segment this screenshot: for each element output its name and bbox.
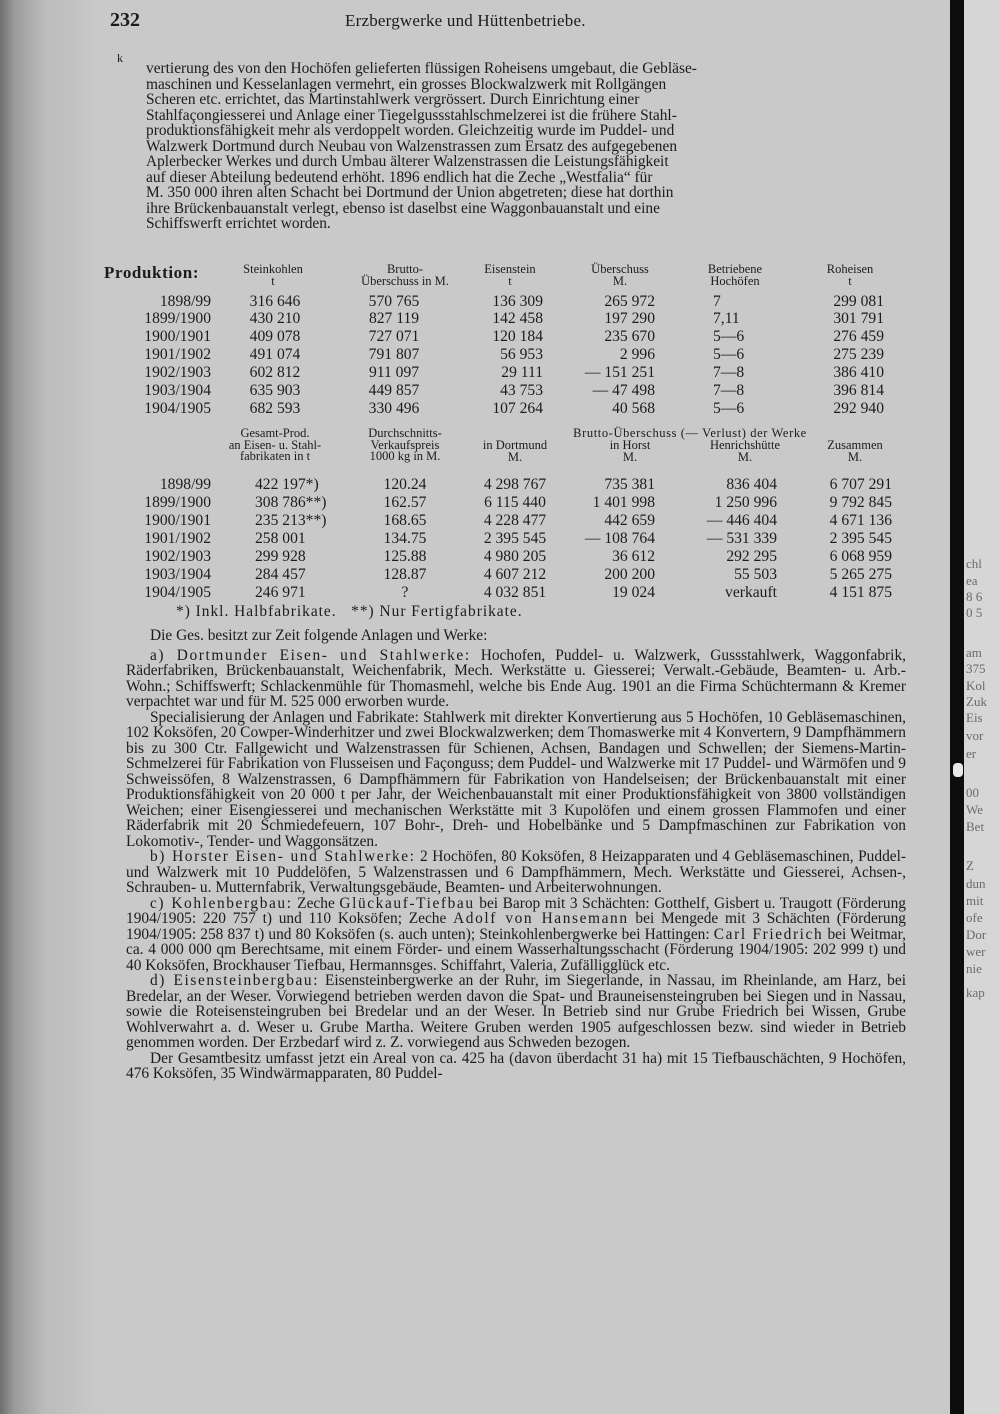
table-footnote: *) Inkl. Halbfabrikate. **) Nur Fertigfabrikate. [176, 603, 523, 620]
adjacent-page-fragment: chl [966, 556, 982, 571]
adjacent-page-fragment: wer [966, 944, 986, 959]
adjacent-page-fragment: 0 5 [966, 605, 983, 620]
intro-line: Scheren etc. errichtet, das Martinstahlwerk vergrössert. Durch Einrichtung einer [146, 91, 640, 108]
page-number: 232 [110, 9, 140, 31]
intro-line: M. 350 000 ihren alten Schacht bei Dortmund der Union abgetreten; diese hat dorthin [146, 184, 674, 201]
adjacent-page-fragment: Kol [966, 678, 986, 693]
adjacent-page-fragment: Eis [966, 710, 983, 725]
book-gutter [950, 0, 964, 1414]
col-header-eisenstein: Eisenstein t [484, 262, 536, 288]
adjacent-page-fragment: ofe [966, 910, 983, 925]
book-page: 232 Erzbergwerke und Hüttenbetriebe. k vertierung des von den Hochöfen gelieferten flüssigen Roheisens umgebaut, die Gebläse- maschinen und Kesselanlagen vermehrt, ein grosses Blockwalzwerk mit Rollgängen Scheren etc. errichtet, das Martinstahlwerk vergrössert. Durch Einrichtung einer Stahlfaçongiesserei und Anlage einer Tiegelgussstahlschmelzerei ist die frühere Stahl- produktionsfähigkeit mehr als verdoppelt worden. Gleichzeitig wurde im Puddel- und Walzwerk Dortmund durch Neubau von Walzenstrassen zum Ersatz des aufgegebenen Aplerbecker Werkes und durch Umbau älterer Walzenstrassen die Leistungsfähigkeit auf dieser Abteilung bedeutend erhöht. 1896 endlich hat die Zeche „Westfalia“ für M. 350 000 ihren alten Schacht bei Dortmund der Union abgetreten; diese hat dorthin ihre Brückenbauanstalt verlegt, ebenso ist daselbst eine Waggonbauanstalt und eine Schiffswerft errichtet worden. Produktion: Steinkohlen t Brutto- Überschuss in M. Eisenstein t Überschuss M. Betriebene Hochöfen Roheisen t 1898/99 316 646 570 765 136 309 265 972 7 299 081 1899/1900 430 210 827 119 142 458 197 290 7,11 301 791 1900/1901 409 078 727 071 120 184 235 670 5—6 276 459 1901/1902 491 074 791 807 56 953 2 996 5—6 275 239 1902/1903 602 812 911 097 29 111 — 151 251 7—8 386 410 1903/1904 635 903 449 857 43 753 — 47 498 7—8 396 814 1904/1905 682 593 330 496 107 264 40 568 5—6 292 940 Gesamt-Prod. an Eisen- u. Stahl- fabrikaten in t Durchschnitts- Verkaufspreis 1000 kg in M. Brutto-Überschuss (— Verlust) der Werke in Dortmund M. in Horst M. Henrichshütte M. Zusammen M. 1898/99 422 197*) 120.24 4 298 767 735 381 836 404 6 707 291 1899/1900 308 786**) 162.57 6 115 440 1 401 998 1 250 996 9 792 845 1900/1901 235 213**) 168.65 4 228 477 442 659 — 446 404 4 671 136 1901/1902 258 001 134.75 2 395 545 — 108 764 — 531 339 2 395 545 1902/1903 299 928 125.88 4 980 205 36 612 292 295 6 068 959 1903/1904 284 457 128.87 4 607 212 200 200 55 503 5 265 275 1904/1905 246 971 ? 4 032 851 19 024 verkauft 4 151 875 *) Inkl. Halbfabrikate. **) Nur Fertigfabrikate. Die Ges. besitzt zur Zeit folgende Anlagen und Werke: a) Dortmunder Eisen- und Stahlwerke: Hochofen, Puddel- u. Walzwerk, Gussstahlwerk, Waggonfabrik, Räderfabriken, Brückenbauanstalt, Weichenfabrik, Mech. Werkstätte u. Giesserei; Verwalt.-Gebäude, Beamten- u. Arb.-Wohn.; Schiffswerft; Schlackenmühle für Thomasmehl, welche bis Ende Aug. 1901 an die Firma Schüchtermann & Kremer verpachtet war und für M. 525 000 erworben wurde. Specialisierung der Anlagen und Fabrikate: Stahlwerk mit direkter Konvertierung aus 5 Hochöfen, 10 Gebläsemaschinen, 102 Koksöfen, 20 Cowper-Winderhitzer und zwei Blockwalzwerken; dem Thomaswerke mit 4 Konvertern, 9 Dampfhämmern bis zu 300 Ctr. Fallgewicht und Walzenstrassen für Schienen, Achsen, Bandagen und Schwellen; der Siemens-Martin-Schmelzerei für Fabrikation von Flusseisen und Façonguss; dem Puddel- und Walzwerke mit 17 Puddel- und Wärmöfen und 9 Schweissöfen, 8 Walzenstrassen, 6 Dampfhämmern für Fabrikation von Handelseisen; der Brückenbauanstalt mit einer Produktionsfähigkeit von 20 000 t per Jahr, der Weichenbauanstalt mit einer Produktionsfähigkeit von 3800 vollständigen Weichen; einer Eisengiesserei und mechanischen Werkstätte mit 3 Kupolöfen und einem grossen Flammofen und einer Räderfabrik mit 20 Schmiedefeuern, 107 Bohr-, Dreh- und Hobelbänke und 5 Dampfmaschinen zur Fabrikation von Lokomotiv-, Tender- und Waggonsätzen. b) Horster Eisen- und Stahlwerke: 2 Hochöfen, 80 Koksöfen, 8 Heizapparaten und 4 Gebläsemaschinen, Puddel- und Walzwerk mit 10 Puddelöfen, 5 Walzenstrassen und 6 Dampfhämmern, Mech. Werkstätte und Giesserei, Achsen-, Schrauben- u. Mutternfabrik, Verwaltungsgebäude, Beamten- und Arbeiterwohnungen. c) Kohlenbergbau: Zeche Glückauf-Tiefbau bei Barop mit 3 Schächten: Gotthelf, Gisbert u. Traugott (Förderung 1904/1905: 220 757 t) und 110 Koksöfen; Zeche Adolf von Hansemann bei Mengede mit 3 Schächten (Förderung 1904/1905: 258 837 t) und 80 Koksöfen (s. auch unten); Steinkohlenbergwerke bei Hattingen: Carl Friedrich bei Weitmar, ca. 4 000 000 qm Berechtsame, mit einem Förder- und einem Wasserhaltungsschacht (Förderung 1904/1905: 202 999 t) und 40 Koksöfen, Brockhauser Tiefbau, Hermannsges. Schiffahrt, Valeria, Zufälligglück etc. d) Eisensteinbergbau: Eisensteinbergwerke an der Ruhr, im Siegerlande, in Nassau, im Rheinlande, am Harz, bei Bredelar, an der Weser. Vorwiegend betrieben werden davon die Spat- und Brauneisensteingruben bei Siegen und in Nassau, sowie die Roteisensteingruben bei Bredelar und an der Weser. In Betrieb sind nur Grube Friedrich bei Wissen, Grube Wohlverwahrt a. d. Weser u. Grube Martha. Weitere Gruben werden 1905 aufgeschlossen bezw. sind wieder in Betrieb genommen worden. Der Erzbedarf wird z. Z. vorwiegend aus Schweden bezogen. Der Gesamtbesitz umfasst jetzt ein Areal von ca. 425 ha (davon überdacht 31 ha) mit 15 Tiefbauschächten, 9 Hochöfen, 476 Koksöfen, 35 Windwärmapparaten, 80 Puddel- [0, 0, 950, 1414]
col-header-brutto: Brutto- Überschuss in M. [361, 262, 449, 288]
col-header-hochoefen: Betriebene Hochöfen [707, 262, 763, 288]
col-header-roheisen: Roheisen t [826, 262, 874, 288]
intro-line: Walzwerk Dortmund durch Neubau von Walzenstrassen zum Ersatz des aufgegebenen [146, 137, 678, 155]
section-b-label: b) Horster Eisen- und Stahlwerke: [150, 848, 416, 865]
adjacent-page-fragment: 375 [966, 661, 986, 676]
col-header-ueberschuss: Überschuss M. [591, 262, 649, 288]
adjacent-page-fragment: nie [966, 961, 982, 976]
page-header [110, 9, 910, 33]
adjacent-page-fragment: mit [966, 893, 984, 908]
section-a: a) Dortmunder Eisen- und Stahlwerke: Hochofen, Puddel- u. Walzwerk, Gussstahlwerk, Waggonfabrik, Räderfabriken, Brückenbauanstalt, Weichenfabrik, Mech. Werkstätte u. Giesserei; Verwalt.-Gebäude, Beamten- u. Arb.-Wohn.; Schiffswerft; Schlackenmühle für Thomasmehl, welche bis Ende Aug. 1901 an die Firma Schüchtermann & Kremer verpachtet war und für M. 525 000 erworben wurde. [126, 646, 906, 710]
col-header-henrichshuette: Henrichshütte M. [709, 438, 781, 464]
adjacent-page-fragment: 00 [966, 785, 979, 800]
adjacent-page-fragment: 8 6 [966, 589, 983, 604]
section-c: c) Kohlenbergbau: Zeche Glückauf-Tiefbau bei Barop mit 3 Schächten: Gotthelf, Gisbert u. Traugott (Förderung 1904/1905: 220 757 t) und 110 Koksöfen; Zeche Adolf von Hansemann bei Mengede mit 3 Schächten (Förderung 1904/1905: 258 837 t) und 80 Koksöfen (s. auch unten); Steinkohlenbergwerke bei Hattingen: Carl Friedrich bei Weitmar, ca. 4 000 000 qm Berechtsame, mit einem Förder- und einem Wasserhaltungsschacht (Förderung 1904/1905: 202 999 t) und 40 Koksöfen, Brockhauser Tiefbau, Hermannsges. Schiffahrt, Valeria, Zufälligglück etc. [126, 894, 906, 974]
running-title: Erzbergwerke und Hüttenbetriebe. [345, 11, 586, 30]
adjacent-page-fragment: am [966, 645, 982, 660]
section-specialisierung: Specialisierung der Anlagen und Fabrikate: Stahlwerk mit direkter Konvertierung aus 5 Hochöfen, 10 Gebläsemaschinen, 102 Koksöfen, 20 Cowper-Winderhitzer und zwei Blockwalzwerken; dem Thomaswerke mit 4 Konvertern, 9 Dampfhämmern bis zu 300 Ctr. Fallgewicht und Walzenstrassen für Schienen, Achsen, Bandagen und Schwellen; der Siemens-Martin-Schmelzerei für Fabrikation von Flusseisen und Façonguss; dem Puddel- und Walzwerke mit 17 Puddel- und Wärmöfen und 9 Schweissöfen, 8 Walzenstrassen, 6 Dampfhämmern für Fabrikation von Handelseisen; der Brückenbauanstalt mit einer Produktionsfähigkeit von 20 000 t per Jahr, der Weichenbauanstalt mit einer Produktionsfähigkeit von 3800 vollständigen Weichen; einer Eisengiesserei und mechanischen Werkstätte mit 3 Kupolöfen und einem grossen Flammofen und einer Räderfabrik mit 20 Schmiedefeuern, 107 Bohr-, Dreh- und Hobelbänke und 5 Dampfmaschinen zur Fabrikation von Lokomotiv-, Tender- und Waggonsätzen. [126, 708, 906, 850]
intro-line: vertierung des von den Hochöfen gelieferten flüssigen Roheisens umgebaut, die Gebläse- [146, 60, 697, 77]
intro-line: Schiffswerft errichtet worden. [146, 215, 331, 232]
intro-line: ihre Brückenbauanstalt verlegt, ebenso ist daselbst eine Waggonbauanstalt und eine [146, 199, 660, 217]
section-a-label: a) Dortmunder Eisen- und Stahlwerke: [150, 646, 471, 664]
col-header-zusammen: Zusammen M. [827, 438, 883, 464]
adjacent-page-fragment: Z [966, 858, 974, 873]
adjacent-page-fragment: er [966, 746, 977, 761]
adjacent-page-fragment: Dor [966, 927, 987, 942]
intro-line: maschinen und Kesselanlagen vermehrt, ein grosses Blockwalzwerk mit Rollgängen [146, 75, 667, 93]
col-header-gesamt: Gesamt-Prod. an Eisen- u. Stahl- fabrikaten in t [228, 426, 322, 463]
adjacent-page-fragment: Zuk [966, 694, 987, 709]
adjacent-page-fragment: Bet [966, 819, 985, 834]
production-label: Produktion: [104, 263, 200, 282]
adjacent-page-fragment: We [966, 802, 983, 817]
col-group-header: Brutto-Überschuss (— Verlust) der Werke [573, 426, 807, 440]
intro-line: produktionsfähigkeit mehr als verdoppelt worden. Gleichzeitig wurde im Puddel- und [146, 122, 675, 139]
body-text [126, 628, 906, 1082]
intro-line: Stahlfaçongiesserei und Anlage einer Tiegelgussstahlschmelzerei ist die frühere Stahl- [146, 106, 677, 124]
col-header-steinkohlen: Steinkohlen t [243, 262, 303, 288]
gesamtbesitz-paragraph: Der Gesamtbesitz umfasst jetzt ein Areal von ca. 425 ha (davon überdacht 31 ha) mit 15 Tiefbauschächten, 9 Hochöfen, 476 Koksöfen, 35 Windwärmapparaten, 80 Puddel- [126, 1049, 906, 1082]
adjacent-page-fragment: kap [966, 985, 985, 1000]
intro-line: auf dieser Abteilung bedeutend erhöht. 1896 endlich hat die Zeche „Westfalia“ für [146, 168, 653, 186]
adjacent-page-fragment: vor [966, 728, 984, 743]
anlagen-intro: Die Ges. besitzt zur Zeit folgende Anlagen und Werke: [150, 627, 488, 644]
col-header-preis: Durchschnitts- Verkaufspreis 1000 kg in M. [368, 426, 442, 463]
adjacent-page-fragment: ea [966, 573, 978, 588]
margin-mark: k [117, 51, 123, 65]
section-c-label: c) Kohlenbergbau: [150, 894, 293, 912]
section-b: b) Horster Eisen- und Stahlwerke: 2 Hochöfen, 80 Koksöfen, 8 Heizapparaten und 4 Gebläsemaschinen, Puddel- und Walzwerk mit 10 Puddelöfen, 5 Walzenstrassen und 6 Dampfhämmern, Mech. Werkstätte und Giesserei, Achsen-, Schrauben- u. Mutternfabrik, Verwaltungsgebäude, Beamten- und Arbeiterwohnungen. [126, 848, 906, 896]
gutter-spot [953, 763, 963, 777]
section-d: d) Eisensteinbergbau: Eisensteinbergwerke an der Ruhr, im Siegerlande, in Nassau, im Rheinlande, am Harz, bei Bredelar, an der Weser. Vorwiegend betrieben werden davon die Spat- und Brauneisensteingruben bei Siegen und in Nassau, sowie die Roteisensteingruben bei Bredelar und an der Weser. In Betrieb sind nur Grube Friedrich bei Wissen, Grube Wohlverwahrt a. d. Weser u. Grube Martha. Weitere Gruben werden 1905 aufgeschlossen bezw. sind wieder in Betrieb genommen worden. Der Erzbedarf wird z. Z. vorwiegend aus Schweden bezogen. [126, 972, 906, 1051]
col-header-horst: in Horst M. [609, 438, 651, 464]
adjacent-page-edge [964, 0, 1000, 1414]
adjacent-page-fragment: dun [966, 876, 986, 891]
intro-paragraph [146, 61, 906, 232]
section-d-label: d) Eisensteinbergbau: [150, 972, 320, 989]
intro-line: Aplerbecker Werkes und durch Umbau älterer Walzenstrassen die Leistungsfähigkeit [146, 153, 669, 170]
col-header-dortmund: in Dortmund M. [482, 438, 548, 464]
